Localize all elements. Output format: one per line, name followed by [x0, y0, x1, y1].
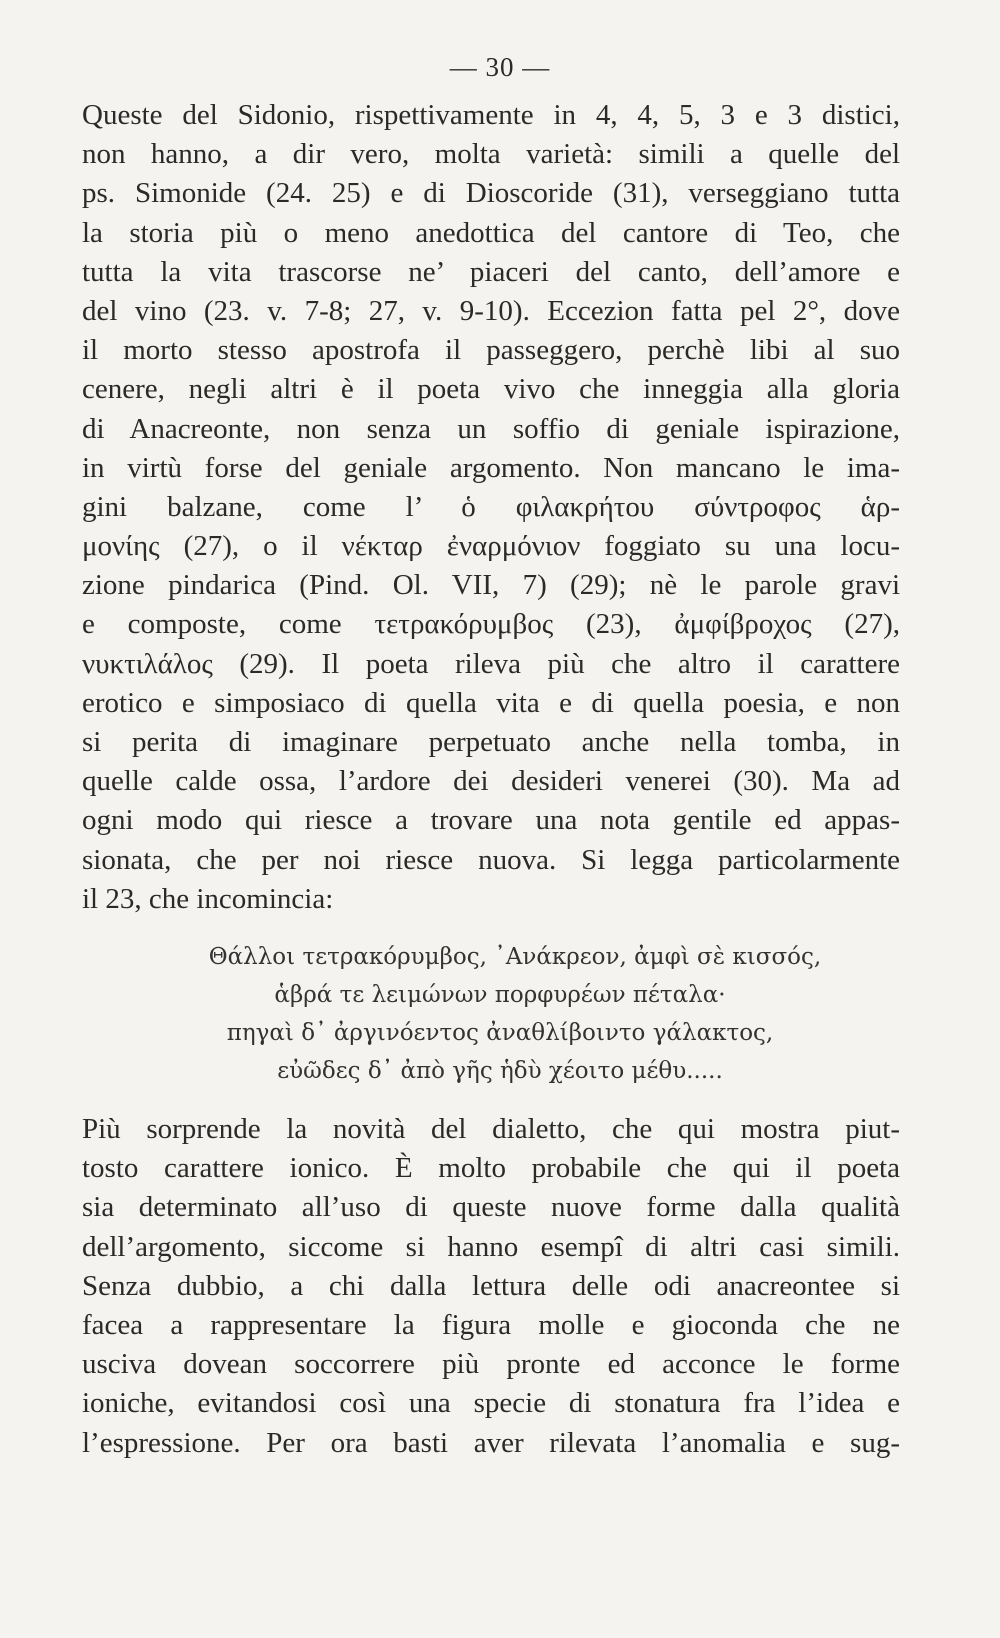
text-line: il morto stesso apostrofa il passeggero, perchè libi al suo	[82, 334, 900, 367]
text-line: gini balzane, come l’ ὁ φιλακρήτου σύντροφος ἁρ-	[82, 490, 900, 523]
text-line: νυκτιλάλος (29). Il poeta rileva più che altro il carattere	[82, 647, 900, 680]
quote-line: εὐῶδες δ᾽ ἀπὸ γῆς ἡδὺ χέοιτο μέθυ.....	[277, 1058, 723, 1084]
text-line: zione pindarica (Pind. Ol. VII, 7) (29); nè le parole gravi	[82, 569, 900, 602]
text-line: tosto carattere ionico. È molto probabile che qui il poeta	[82, 1152, 900, 1185]
quote-line: Θάλλοι τετρακόρυμβος, ᾿Ανάκρεον, ἀμφὶ σὲ κισσός,	[208, 944, 822, 970]
text-line: usciva dovean soccorrere più pronte ed acconce le forme	[82, 1348, 900, 1381]
text-line: del vino (23. v. 7-8; 27, v. 9-10). Eccezion fatta pel 2°, dove	[82, 294, 900, 327]
text-line: di Anacreonte, non senza un soffio di geniale ispirazione,	[82, 412, 900, 445]
text-line: ogni modo qui riesce a trovare una nota gentile ed appas-	[82, 804, 900, 837]
text-line: dell’argomento, siccome si hanno esempî di altri casi simili.	[82, 1230, 900, 1263]
text-line: ps. Simonide (24. 25) e di Dioscoride (31), verseggiano tutta	[82, 177, 900, 210]
paragraph-1	[82, 96, 900, 919]
text-line: in virtù forse del geniale argomento. Non mancano le ima-	[82, 451, 900, 484]
text-line: cenere, negli altri è il poeta vivo che inneggia alla gloria	[82, 373, 900, 406]
text-line: erotico e simposiaco di quella vita e di quella poesia, e non	[82, 686, 900, 719]
text-line: il 23, che incomincia:	[82, 882, 334, 915]
text-line: Senza dubbio, a chi dalla lettura delle odi anacreontee si	[82, 1269, 900, 1302]
text-line: Queste del Sidonio, rispettivamente in 4, 4, 5, 3 e 3 distici,	[82, 99, 900, 131]
text-line: sia determinato all’uso di queste nuove forme dalla qualità	[82, 1191, 900, 1224]
text-line: l’espressione. Per ora basti aver rilevata l’anomalia e sug-	[82, 1426, 900, 1459]
quote-line: πηγαὶ δ᾽ ἀργινόεντος ἀναθλίβοιντο γάλακτος,	[226, 1020, 774, 1046]
page-number: — 30 —	[449, 52, 551, 82]
text-line: la storia più o meno anedottica del cantore di Teo, che	[82, 216, 900, 249]
text-line: quelle calde ossa, l’ardore dei desideri venerei (30). Ma ad	[82, 765, 900, 798]
text-line: si perita di imaginare perpetuato anche nella tomba, in	[82, 726, 900, 758]
text-line: facea a rappresentare la figura molle e gioconda che ne	[82, 1308, 900, 1341]
text-line: e composte, come τετρακόρυμβος (23), ἀμφίβροχος (27),	[82, 608, 900, 641]
text-line: ioniche, evitandosi così una specie di stonatura fra l’idea e	[82, 1387, 900, 1420]
paragraph-2	[82, 1110, 900, 1463]
text-line: sionata, che per noi riesce nuova. Si legga particolarmente	[82, 843, 900, 876]
text-line: tutta la vita trascorse ne’ piaceri del canto, dell’amore e	[82, 255, 900, 288]
text-line: non hanno, a dir vero, molta varietà: simili a quelle del	[82, 138, 900, 171]
greek-epigram-quote	[0, 938, 1000, 1090]
text-line: μονίης (27), o il νέκταρ ἐναρμόνιον foggiato su una locu-	[82, 530, 900, 563]
quote-line: ἁβρά τε λειμώνων πορφυρέων πέταλα·	[274, 982, 726, 1008]
text-line: Più sorprende la novità del dialetto, che qui mostra piut-	[82, 1113, 900, 1145]
